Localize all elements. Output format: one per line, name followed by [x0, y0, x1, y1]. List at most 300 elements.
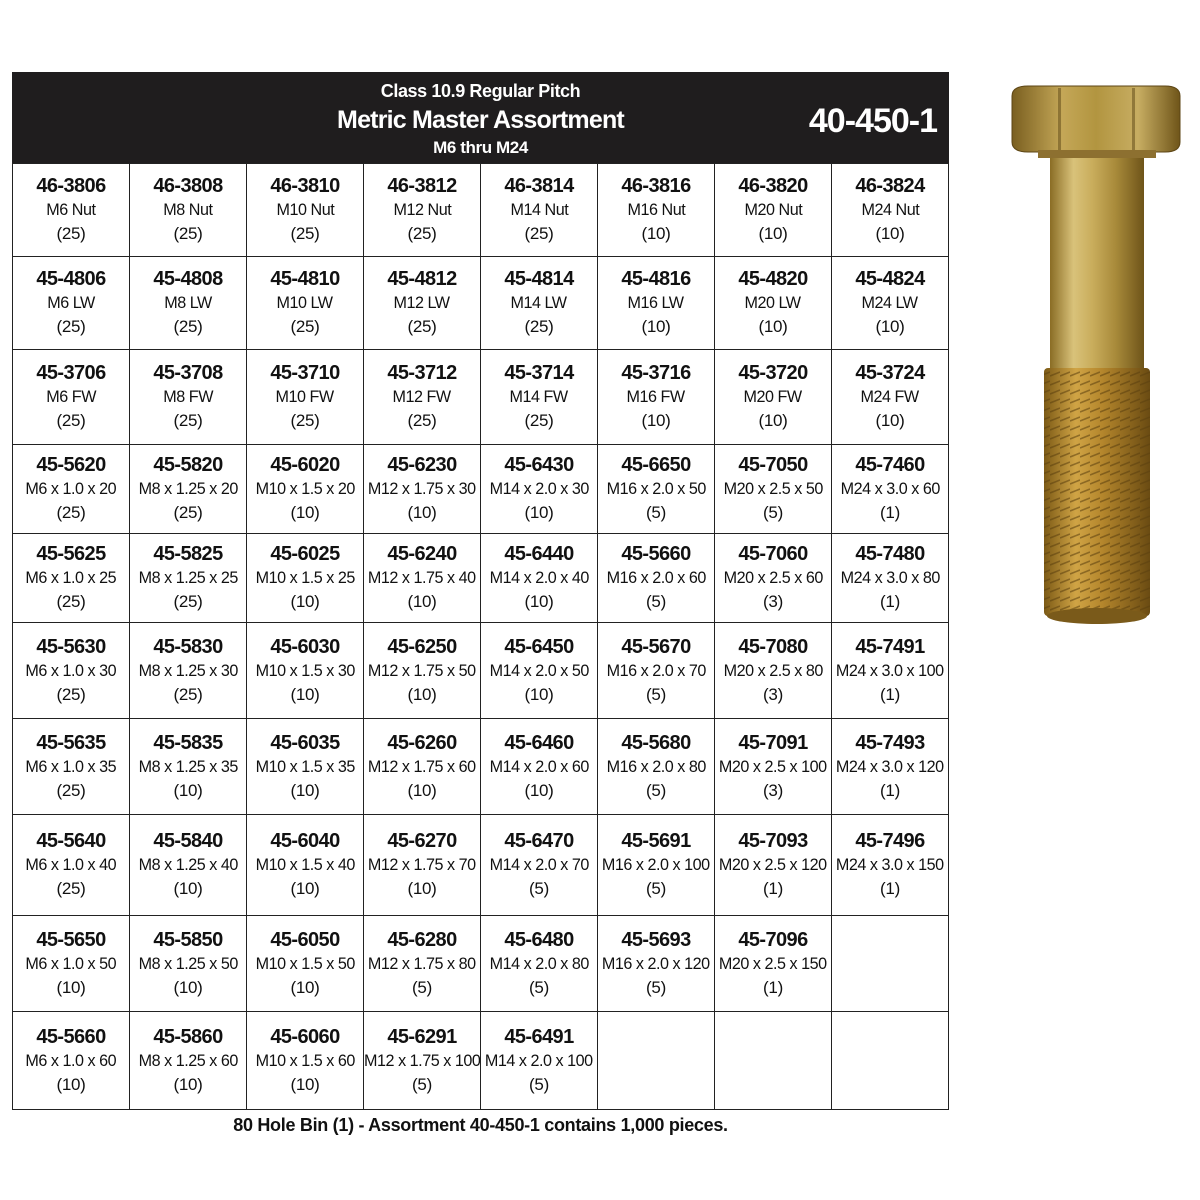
part-description: M8 LW	[164, 293, 212, 312]
part-quantity: (10)	[56, 977, 86, 997]
bin-cell	[481, 350, 598, 445]
part-number: 45-3706	[36, 362, 106, 384]
bin-cell	[364, 815, 481, 916]
part-quantity: (25)	[173, 224, 203, 243]
class-line: Class 10.9 Regular Pitch	[380, 81, 581, 101]
part-description: M24 LW	[861, 293, 919, 312]
part-number: 46-3820	[738, 175, 808, 197]
part-description: M10 x 1.5 x 40	[255, 855, 355, 874]
part-quantity: (10)	[173, 977, 203, 997]
bin-cell	[598, 719, 715, 815]
bin-cell	[832, 534, 949, 623]
part-quantity: (25)	[173, 411, 203, 430]
part-description: M14 x 2.0 x 100	[485, 1050, 593, 1070]
part-quantity: (25)	[524, 224, 554, 243]
part-number: 45-7460	[855, 454, 925, 476]
part-description: M10 x 1.5 x 35	[255, 756, 355, 776]
part-description: M14 x 2.0 x 50	[489, 660, 589, 680]
bin-cell	[832, 164, 949, 257]
part-quantity: (25)	[56, 879, 86, 898]
part-description: M14 x 2.0 x 80	[489, 953, 589, 973]
part-quantity: (10)	[290, 1074, 320, 1094]
part-quantity: (25)	[173, 684, 203, 704]
part-number: 45-4820	[738, 268, 808, 290]
part-quantity: (10)	[758, 411, 788, 430]
bin-cell	[598, 534, 715, 623]
bolt-washer-face	[1038, 150, 1156, 158]
part-quantity: (25)	[56, 317, 86, 336]
part-quantity: (10)	[875, 317, 905, 336]
part-description: M20 x 2.5 x 100	[719, 756, 827, 776]
bin-cell	[247, 164, 364, 257]
part-description: M20 x 2.5 x 50	[723, 479, 823, 498]
part-quantity: (25)	[524, 317, 554, 336]
empty-bin-cell	[832, 916, 949, 1012]
bin-cell	[715, 534, 832, 623]
part-number: 45-5670	[621, 635, 691, 658]
part-description: M12 x 1.75 x 40	[368, 568, 476, 587]
part-number: 45-3720	[738, 362, 808, 384]
part-description: M8 x 1.25 x 25	[138, 568, 238, 587]
part-quantity: (5)	[412, 977, 432, 997]
part-number: 45-5640	[36, 830, 106, 852]
part-description: M14 x 2.0 x 40	[489, 568, 589, 587]
part-number: 45-5820	[153, 454, 223, 476]
part-number: 45-5660	[36, 1025, 106, 1048]
bin-cell	[364, 350, 481, 445]
part-quantity: (1)	[880, 592, 900, 611]
part-number: 45-4810	[270, 268, 340, 290]
part-description: M16 x 2.0 x 100	[602, 855, 710, 874]
part-number: 45-5660	[621, 543, 691, 565]
part-quantity: (10)	[641, 411, 671, 430]
bin-cell	[715, 719, 832, 815]
part-description: M8 x 1.25 x 50	[138, 953, 238, 973]
part-quantity: (10)	[758, 317, 788, 336]
part-description: M8 FW	[163, 387, 213, 406]
bin-cell	[481, 1012, 598, 1110]
bolt-head	[1012, 86, 1180, 152]
bin-cell	[247, 1012, 364, 1110]
bin-cell	[832, 445, 949, 534]
bin-cell	[13, 815, 130, 916]
part-quantity: (25)	[290, 224, 320, 243]
part-number: 46-3806	[36, 175, 106, 197]
part-description: M6 Nut	[46, 200, 96, 219]
part-description: M10 x 1.5 x 20	[255, 479, 355, 498]
part-number: 45-3716	[621, 362, 691, 384]
bin-cell	[247, 257, 364, 350]
part-number: 45-7060	[738, 543, 808, 565]
bin-cell	[481, 164, 598, 257]
part-description: M16 x 2.0 x 120	[602, 953, 710, 973]
part-quantity: (25)	[407, 411, 437, 430]
bin-cell	[13, 1012, 130, 1110]
part-quantity: (5)	[646, 977, 666, 997]
part-quantity: (3)	[763, 684, 783, 704]
part-number: 45-6250	[387, 635, 457, 658]
bin-cell	[715, 350, 832, 445]
part-quantity: (25)	[173, 317, 203, 336]
part-quantity: (10)	[173, 1074, 203, 1094]
part-description: M16 x 2.0 x 70	[606, 660, 706, 680]
part-description: M6 x 1.0 x 20	[25, 479, 117, 498]
part-number: 45-6050	[270, 928, 340, 951]
part-quantity: (10)	[641, 317, 671, 336]
part-number: 45-7080	[738, 635, 808, 658]
part-quantity: (25)	[290, 411, 320, 430]
part-description: M10 x 1.5 x 60	[255, 1050, 355, 1070]
bin-cell	[832, 623, 949, 719]
part-description: M20 x 2.5 x 150	[719, 953, 827, 973]
part-number: 46-3816	[621, 175, 691, 197]
part-description: M6 LW	[47, 293, 95, 312]
part-quantity: (1)	[763, 879, 783, 898]
bolt-shank	[1050, 158, 1144, 368]
empty-bin-cell	[715, 1012, 832, 1110]
part-quantity: (1)	[880, 780, 900, 800]
part-quantity: (5)	[646, 684, 666, 704]
bin-cell	[364, 623, 481, 719]
part-description: M16 x 2.0 x 50	[606, 479, 706, 498]
part-description: M12 x 1.75 x 70	[368, 855, 476, 874]
part-description: M14 FW	[509, 387, 569, 406]
part-number: 45-5850	[153, 928, 223, 951]
part-number: 45-6240	[387, 543, 457, 565]
part-quantity: (10)	[290, 684, 320, 704]
part-number: 45-6491	[504, 1025, 574, 1048]
part-quantity: (5)	[529, 1074, 549, 1094]
part-quantity: (10)	[290, 977, 320, 997]
bin-cell	[481, 719, 598, 815]
bin-cell	[364, 1012, 481, 1110]
part-description: M14 LW	[510, 293, 568, 312]
part-quantity: (10)	[524, 684, 554, 704]
part-description: M8 x 1.25 x 60	[138, 1050, 238, 1070]
bin-cell	[130, 1012, 247, 1110]
part-quantity: (1)	[880, 503, 900, 522]
bin-cell	[832, 257, 949, 350]
part-description: M24 x 3.0 x 150	[836, 855, 944, 874]
part-number: 45-7093	[738, 830, 808, 852]
footer-note: 80 Hole Bin (1) - Assortment 40-450-1 contains 1,000 pieces.	[233, 1115, 728, 1135]
part-description: M20 Nut	[744, 200, 802, 219]
part-number: 45-3714	[504, 362, 574, 384]
part-number: 45-5840	[153, 830, 223, 852]
bin-cell	[13, 719, 130, 815]
part-description: M24 x 3.0 x 80	[840, 568, 940, 587]
part-number: 45-6450	[504, 635, 574, 658]
part-number: 45-6270	[387, 830, 457, 852]
part-number: 46-3824	[855, 175, 925, 197]
bin-cell	[715, 815, 832, 916]
bin-cell	[247, 445, 364, 534]
part-description: M12 x 1.75 x 100	[364, 1050, 481, 1070]
bin-cell	[13, 916, 130, 1012]
part-quantity: (10)	[407, 684, 437, 704]
part-quantity: (5)	[646, 780, 666, 800]
bin-cell	[481, 815, 598, 916]
part-quantity: (10)	[407, 780, 437, 800]
part-quantity: (5)	[763, 503, 783, 522]
bin-cell	[247, 815, 364, 916]
part-quantity: (3)	[763, 780, 783, 800]
part-quantity: (10)	[407, 879, 437, 898]
part-description: M20 FW	[743, 387, 803, 406]
part-quantity: (10)	[641, 224, 671, 243]
bin-cell	[598, 623, 715, 719]
part-number: 45-4812	[387, 268, 457, 290]
part-quantity: (10)	[758, 224, 788, 243]
part-description: M16 Nut	[627, 200, 685, 219]
part-description: M12 x 1.75 x 50	[368, 660, 476, 680]
bin-cell	[13, 623, 130, 719]
part-quantity: (5)	[646, 592, 666, 611]
part-quantity: (10)	[290, 879, 320, 898]
bin-cell	[364, 257, 481, 350]
bin-cell	[130, 719, 247, 815]
part-number: 45-5825	[153, 543, 223, 565]
part-quantity: (25)	[173, 592, 203, 611]
part-quantity: (5)	[412, 1074, 432, 1094]
part-number: 45-6650	[621, 454, 691, 476]
part-description: M24 FW	[860, 387, 920, 406]
part-number: 46-3814	[504, 175, 574, 197]
part-description: M12 x 1.75 x 60	[368, 756, 476, 776]
part-description: M6 x 1.0 x 25	[25, 568, 117, 587]
part-quantity: (25)	[56, 503, 86, 522]
part-number: 45-7491	[855, 635, 925, 658]
part-number: 45-6230	[387, 454, 457, 476]
part-number: 45-6030	[270, 635, 340, 658]
part-description: M10 x 1.5 x 25	[255, 568, 355, 587]
part-number: 45-5860	[153, 1025, 223, 1048]
bin-cell	[130, 534, 247, 623]
part-number: 45-4806	[36, 268, 106, 290]
bin-cell	[364, 916, 481, 1012]
part-description: M24 x 3.0 x 120	[836, 756, 944, 776]
bin-cell	[715, 623, 832, 719]
part-description: M14 Nut	[510, 200, 568, 219]
bin-cell	[130, 445, 247, 534]
part-description: M10 LW	[276, 293, 334, 312]
bin-cell	[598, 164, 715, 257]
bin-cell	[247, 916, 364, 1012]
bin-cell	[364, 534, 481, 623]
part-description: M24 x 3.0 x 100	[836, 660, 944, 680]
part-quantity: (10)	[524, 780, 554, 800]
part-quantity: (10)	[173, 780, 203, 800]
empty-bin-cell	[598, 1012, 715, 1110]
part-number: 45-3724	[855, 362, 925, 384]
part-number: 45-7096	[738, 928, 808, 951]
part-description: M16 FW	[626, 387, 686, 406]
assortment-part-number: 40-450-1	[808, 102, 937, 140]
part-description: M12 x 1.75 x 30	[368, 479, 476, 498]
chart-header	[12, 72, 949, 163]
part-number: 45-4816	[621, 268, 691, 290]
part-quantity: (3)	[763, 592, 783, 611]
part-number: 45-4824	[855, 268, 925, 290]
part-number: 45-6430	[504, 454, 574, 476]
part-number: 45-6291	[387, 1025, 457, 1048]
part-quantity: (10)	[524, 503, 554, 522]
bin-cell	[598, 445, 715, 534]
part-quantity: (25)	[56, 592, 86, 611]
part-quantity: (25)	[407, 224, 437, 243]
bin-cell	[364, 164, 481, 257]
part-description: M6 x 1.0 x 35	[25, 756, 117, 776]
part-quantity: (10)	[524, 592, 554, 611]
part-quantity: (25)	[407, 317, 437, 336]
part-description: M24 x 3.0 x 60	[840, 479, 940, 498]
bolt-head-face-divider-right	[1132, 88, 1135, 150]
part-quantity: (25)	[290, 317, 320, 336]
part-number: 45-5650	[36, 928, 106, 951]
part-number: 45-6440	[504, 543, 574, 565]
bin-cell	[832, 719, 949, 815]
bolt-tip	[1047, 608, 1147, 624]
bin-cell	[247, 350, 364, 445]
part-number: 45-3712	[387, 362, 457, 384]
part-quantity: (5)	[529, 977, 549, 997]
part-description: M12 FW	[392, 387, 452, 406]
bin-cell	[832, 815, 949, 916]
bin-cell	[247, 623, 364, 719]
hex-bolt-photo	[1000, 82, 1185, 627]
bin-cell	[247, 534, 364, 623]
part-description: M10 x 1.5 x 30	[255, 660, 355, 680]
part-description: M8 Nut	[163, 200, 213, 219]
part-description: M20 x 2.5 x 120	[719, 855, 827, 874]
part-number: 45-5620	[36, 454, 106, 476]
part-number: 45-6025	[270, 543, 340, 565]
part-description: M6 x 1.0 x 40	[25, 855, 117, 874]
bin-cell	[130, 623, 247, 719]
part-quantity: (10)	[173, 879, 203, 898]
part-number: 45-5830	[153, 635, 223, 658]
assortment-chart	[12, 72, 949, 1110]
part-description: M8 x 1.25 x 40	[138, 855, 238, 874]
bin-cell	[13, 350, 130, 445]
part-number: 45-6470	[504, 830, 574, 852]
bin-cell	[130, 916, 247, 1012]
part-quantity: (25)	[56, 684, 86, 704]
part-number: 45-6260	[387, 731, 457, 754]
bin-cell	[247, 719, 364, 815]
part-description: M6 x 1.0 x 30	[25, 660, 117, 680]
part-quantity: (10)	[290, 780, 320, 800]
part-description: M16 x 2.0 x 60	[606, 568, 706, 587]
bin-cell	[364, 719, 481, 815]
bin-cell	[481, 534, 598, 623]
part-quantity: (10)	[290, 503, 320, 522]
part-description: M16 LW	[627, 293, 685, 312]
part-number: 45-5693	[621, 928, 691, 951]
part-quantity: (10)	[875, 224, 905, 243]
part-number: 45-5635	[36, 731, 106, 754]
part-description: M20 x 2.5 x 60	[723, 568, 823, 587]
chart-title: Metric Master Assortment	[337, 106, 624, 134]
part-description: M20 LW	[744, 293, 802, 312]
bin-cell	[598, 815, 715, 916]
bin-cell	[715, 257, 832, 350]
part-quantity: (25)	[56, 780, 86, 800]
part-description: M12 Nut	[393, 200, 451, 219]
part-number: 45-3708	[153, 362, 223, 384]
part-description: M10 FW	[275, 387, 335, 406]
bin-cell	[481, 623, 598, 719]
part-description: M14 x 2.0 x 70	[489, 855, 589, 874]
bin-cell	[598, 257, 715, 350]
bin-grid	[12, 163, 949, 1110]
bin-cell	[130, 164, 247, 257]
part-description: M14 x 2.0 x 30	[489, 479, 589, 498]
part-number: 45-5680	[621, 731, 691, 754]
part-number: 45-3710	[270, 362, 340, 384]
part-number: 45-5835	[153, 731, 223, 754]
bolt-head-face-divider-left	[1058, 88, 1061, 150]
part-number: 45-4814	[504, 268, 574, 290]
bin-cell	[715, 164, 832, 257]
part-number: 46-3808	[153, 175, 223, 197]
bin-cell	[598, 350, 715, 445]
bin-cell	[598, 916, 715, 1012]
bin-cell	[364, 445, 481, 534]
part-quantity: (1)	[763, 977, 783, 997]
part-description: M8 x 1.25 x 35	[138, 756, 238, 776]
part-number: 45-6060	[270, 1025, 340, 1048]
bolt-thread-lines	[1044, 368, 1150, 616]
part-description: M6 FW	[46, 387, 96, 406]
part-quantity: (10)	[290, 592, 320, 611]
part-quantity: (5)	[646, 879, 666, 898]
part-number: 45-6480	[504, 928, 574, 951]
empty-bin-cell	[832, 1012, 949, 1110]
part-number: 45-7050	[738, 454, 808, 476]
part-description: M16 x 2.0 x 80	[606, 756, 706, 776]
part-number: 45-7480	[855, 543, 925, 565]
part-quantity: (1)	[880, 684, 900, 704]
part-description: M8 x 1.25 x 30	[138, 660, 238, 680]
bin-cell	[832, 350, 949, 445]
part-description: M10 Nut	[276, 200, 334, 219]
part-number: 45-4808	[153, 268, 223, 290]
part-description: M6 x 1.0 x 50	[25, 953, 117, 973]
bin-cell	[481, 257, 598, 350]
part-quantity: (5)	[646, 503, 666, 522]
part-number: 45-5625	[36, 543, 106, 565]
bin-cell	[13, 164, 130, 257]
bin-cell	[715, 916, 832, 1012]
part-quantity: (10)	[407, 503, 437, 522]
part-number: 45-5691	[621, 830, 691, 852]
bin-cell	[13, 445, 130, 534]
part-description: M8 x 1.25 x 20	[138, 479, 238, 498]
bin-cell	[715, 445, 832, 534]
part-number: 45-7493	[855, 731, 925, 754]
part-number: 45-7496	[855, 830, 925, 852]
part-number: 45-6035	[270, 731, 340, 754]
part-description: M24 Nut	[861, 200, 919, 219]
part-quantity: (25)	[56, 224, 86, 243]
part-number: 45-6020	[270, 454, 340, 476]
part-quantity: (25)	[524, 411, 554, 430]
part-description: M6 x 1.0 x 60	[25, 1050, 117, 1070]
part-number: 45-7091	[738, 731, 808, 754]
part-number: 45-6460	[504, 731, 574, 754]
part-quantity: (5)	[529, 879, 549, 898]
